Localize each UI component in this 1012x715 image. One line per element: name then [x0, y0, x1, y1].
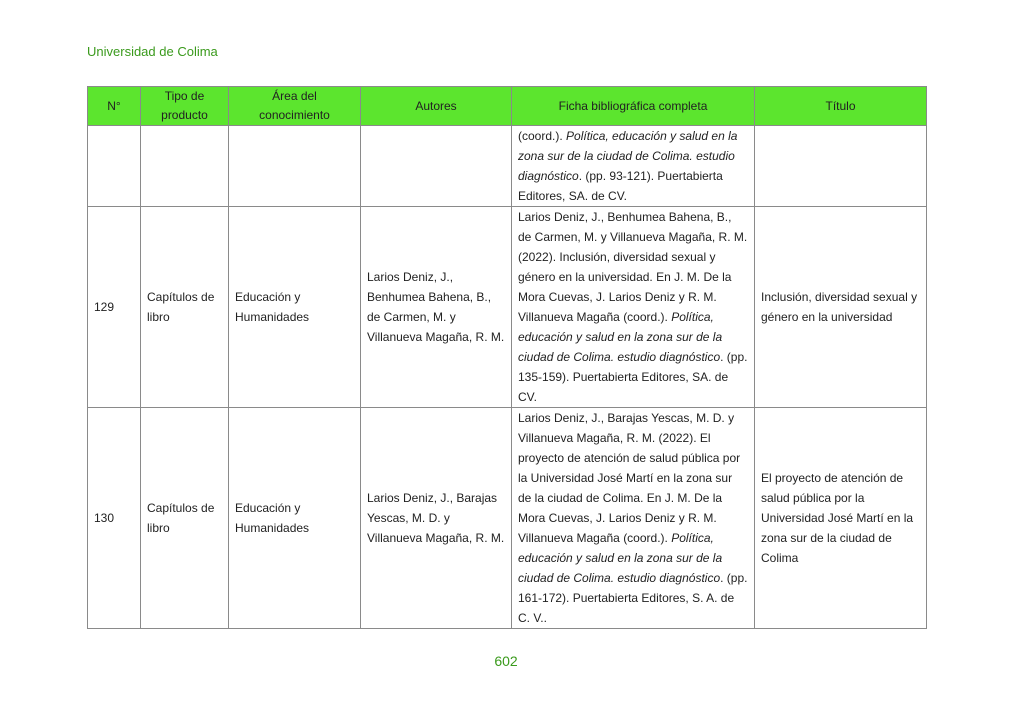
cell-area: Educación y Humanidades [229, 408, 361, 629]
cell-titulo: El proyecto de atención de salud pública por la Universidad José Martí en la zona sur de la ciudad de Colima [755, 408, 927, 629]
table-row [88, 207, 927, 408]
cell-ficha: (coord.). Política, educación y salud en la zona sur de la ciudad de Colima. estudio diagnóstico. (pp. 93-121). Puertabierta Editores, SA. de CV. [512, 126, 755, 207]
cell-area [229, 126, 361, 207]
column-header-area: Área del conocimiento [229, 87, 361, 126]
column-header-autores: Autores [361, 87, 512, 126]
cell-titulo: Inclusión, diversidad sexual y género en la universidad [755, 207, 927, 408]
cell-tipo [141, 126, 229, 207]
table-row-continuation [88, 126, 927, 207]
cell-ficha: Larios Deniz, J., Barajas Yescas, M. D. y Villanueva Magaña, R. M. (2022). El proyecto de atención de salud pública por la Universidad José Martí en la zona sur de la ciudad de Colima. En J. M. De la Mora Cuevas, J. Larios Deniz y R. M. Villanueva Magaña (coord.). Política, educación y salud en la zona sur de la ciudad de Colima. estudio diagnóstico. (pp. 161-172). Puertabierta Editores, S. A. de C. V.. [512, 408, 755, 629]
column-header-num: N° [88, 87, 141, 126]
cell-num [88, 126, 141, 207]
cell-num: 130 [88, 408, 141, 629]
cell-tipo: Capítulos de libro [141, 207, 229, 408]
table-header-row [88, 87, 927, 126]
cell-tipo: Capítulos de libro [141, 408, 229, 629]
cell-autores [361, 126, 512, 207]
column-header-tipo: Tipo de producto [141, 87, 229, 126]
column-header-ficha: Ficha bibliográfica completa [512, 87, 755, 126]
cell-autores: Larios Deniz, J., Barajas Yescas, M. D. y Villanueva Magaña, R. M. [361, 408, 512, 629]
cell-autores: Larios Deniz, J., Benhumea Bahena, B., de Carmen, M. y Villanueva Magaña, R. M. [361, 207, 512, 408]
cell-titulo [755, 126, 927, 207]
page-header-institution: Universidad de Colima [87, 44, 218, 59]
cell-num: 129 [88, 207, 141, 408]
bibliography-table [87, 86, 927, 629]
page-number: 602 [494, 653, 518, 669]
column-header-titulo: Título [755, 87, 927, 126]
table-row [88, 408, 927, 629]
cell-ficha: Larios Deniz, J., Benhumea Bahena, B., de Carmen, M. y Villanueva Magaña, R. M. (2022). Inclusión, diversidad sexual y género en la universidad. En J. M. De la Mora Cuevas, J. Larios Deniz y R. M. Villanueva Magaña (coord.). Política, educación y salud en la zona sur de la ciudad de Colima. estudio diagnóstico. (pp. 135-159). Puertabierta Editores, SA. de CV. [512, 207, 755, 408]
cell-area: Educación y Humanidades [229, 207, 361, 408]
